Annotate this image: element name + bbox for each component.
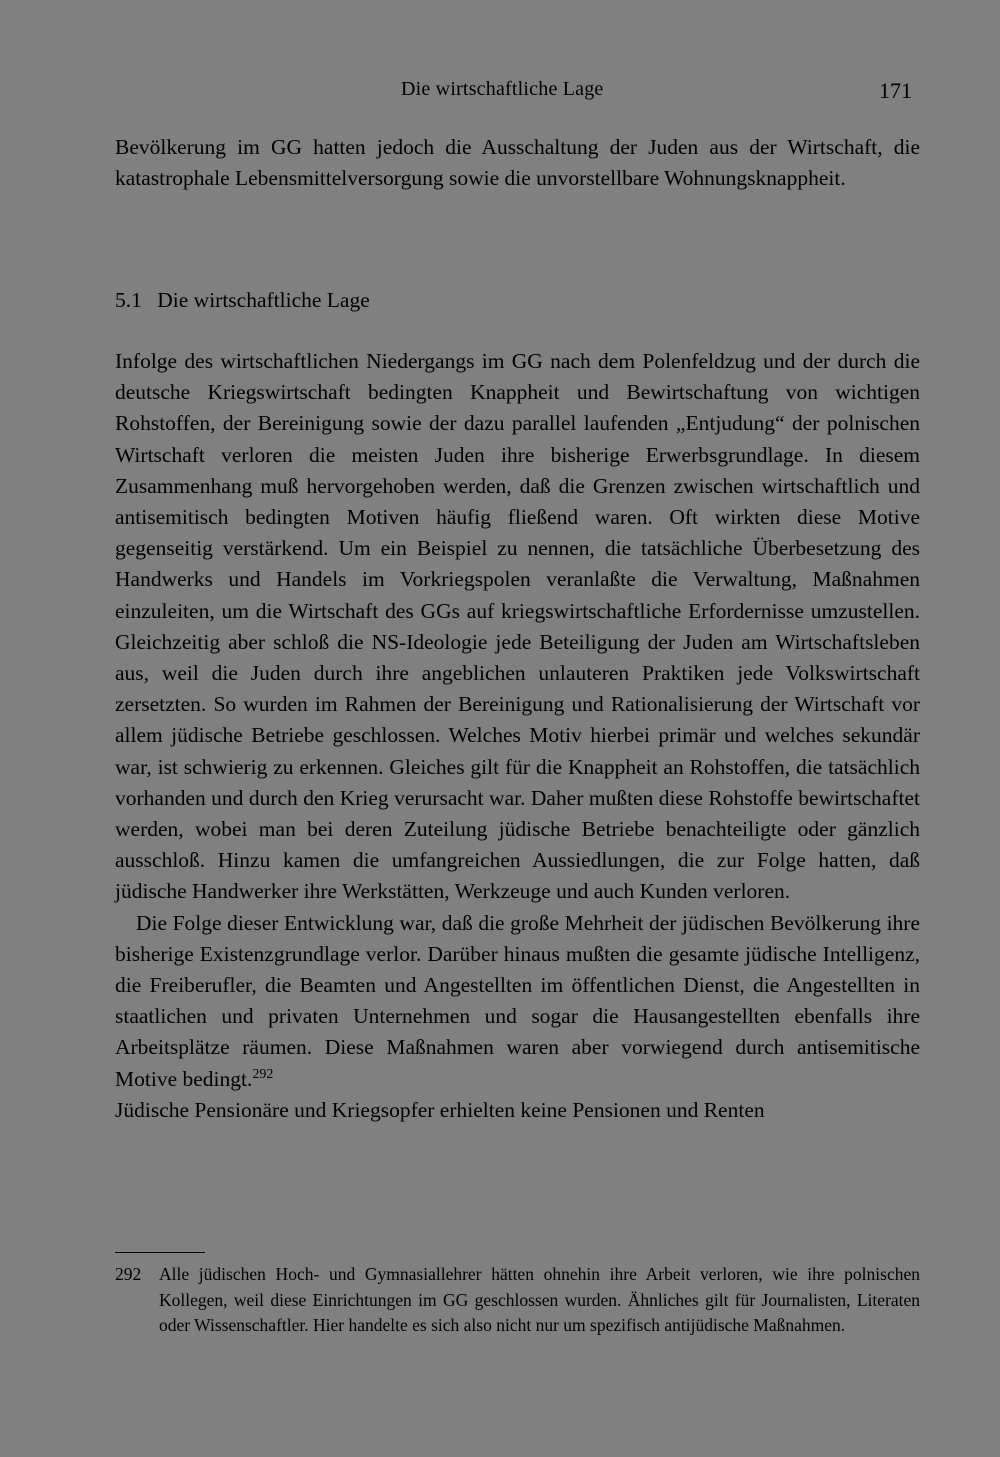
section-title: Die wirtschaftliche Lage	[157, 288, 370, 312]
footnote-reference[interactable]: 292	[252, 1066, 274, 1082]
intro-paragraph-block	[115, 132, 920, 194]
intro-paragraph: Bevölkerung im GG hatten jedoch die Ausschaltung der Juden aus der Wirtschaft, die katastrophale Lebensmittelversorgung sowie die unvorstellbare Wohnungsknappheit.	[115, 135, 920, 191]
footnote	[115, 1262, 920, 1339]
section-heading	[115, 288, 370, 313]
page-number: 171	[879, 78, 912, 103]
page-header	[0, 78, 1000, 110]
paragraph-1: Infolge des wirtschaftlichen Niedergangs im GG nach dem Polenfeldzug und der durch die deutsche Kriegswirtschaft bedingten Knappheit und Bewirtschaftung von wichtigen Rohstoffen, der Bereinigung sowie der dazu parallel laufenden „Entjudung“ der polnischen Wirtschaft verloren die meisten Juden ihre bisherige Erwerbsgrundlage. In diesem Zusammenhang muß hervorgehoben werden, daß die Grenzen zwischen wirtschaftlich und antisemitisch bedingten Motiven häufig fließend waren. Oft wirkten diese Motive gegenseitig verstärkend. Um ein Beispiel zu nennen, die tatsächliche Überbesetzung des Handwerks und Handels im Vorkriegspolen veranlaßte die Verwaltung, Maßnahmen einzuleiten, um die Wirtschaft des GGs auf kriegswirtschaftliche Erfordernisse umzustellen. Gleichzeitig aber schloß die NS-Ideologie jede Beteiligung der Juden am Wirtschaftsleben aus, weil die Juden durch ihre angeblichen unlauteren Praktiken jede Volkswirtschaft zersetzten. So wurden im Rahmen der Bereinigung und Rationalisierung der Wirtschaft vor allem jüdische Betriebe geschlossen. Welches Motiv hierbei primär und welches sekundär war, ist schwierig zu erkennen. Gleiches gilt für die Knappheit an Rohstoffen, die tatsächlich vorhanden und durch den Krieg verursacht war. Daher mußten diese Rohstoffe bewirtschaftet werden, wobei man bei deren Zuteilung jüdische Betriebe benachteiligte oder gänzlich ausschloß. Hinzu kamen die umfangreichen Aussiedlungen, die zur Folge hatten, daß jüdische Handwerker ihre Werkstätten, Werkzeuge und auch Kunden verloren.	[115, 349, 920, 904]
paragraph-2	[115, 908, 920, 1126]
body-text	[115, 346, 920, 1126]
section-number: 5.1	[115, 288, 142, 312]
running-title: Die wirtschaftliche Lage	[401, 78, 604, 100]
footnote-separator	[115, 1252, 205, 1253]
paragraph-2-text: Die Folge dieser Entwicklung war, daß die große Mehrheit der jüdischen Bevölkerung ihre bisherige Existenzgrundlage verlor. Darüber hinaus mußten die gesamte jüdische Intelligenz, die Freiberufler, die Beamten und Angestellten im öffentlichen Dienst, die Angestellten in staatlichen und privaten Unternehmen und sogar die Hausangestellten ebenfalls ihre Arbeitsplätze räumen. Diese Maßnahmen waren aber vorwiegend durch antisemitische Motive bedingt.	[115, 910, 920, 1091]
footnote-text: Alle jüdischen Hoch- und Gymnasiallehrer hätten ohnehin ihre Arbeit verloren, wie ihre polnischen Kollegen, weil diese Einrichtungen im GG geschlossen wurden. Ähnliches gilt für Journalisten, Literaten oder Wissenschaftler. Hier handelte es sich also nicht nur um spezifisch antijüdische Maßnahmen.	[159, 1264, 920, 1336]
paragraph-2-continuation: Jüdische Pensionäre und Kriegsopfer erhielten keine Pensionen und Renten	[115, 1097, 765, 1122]
footnote-number: 292	[115, 1264, 142, 1284]
